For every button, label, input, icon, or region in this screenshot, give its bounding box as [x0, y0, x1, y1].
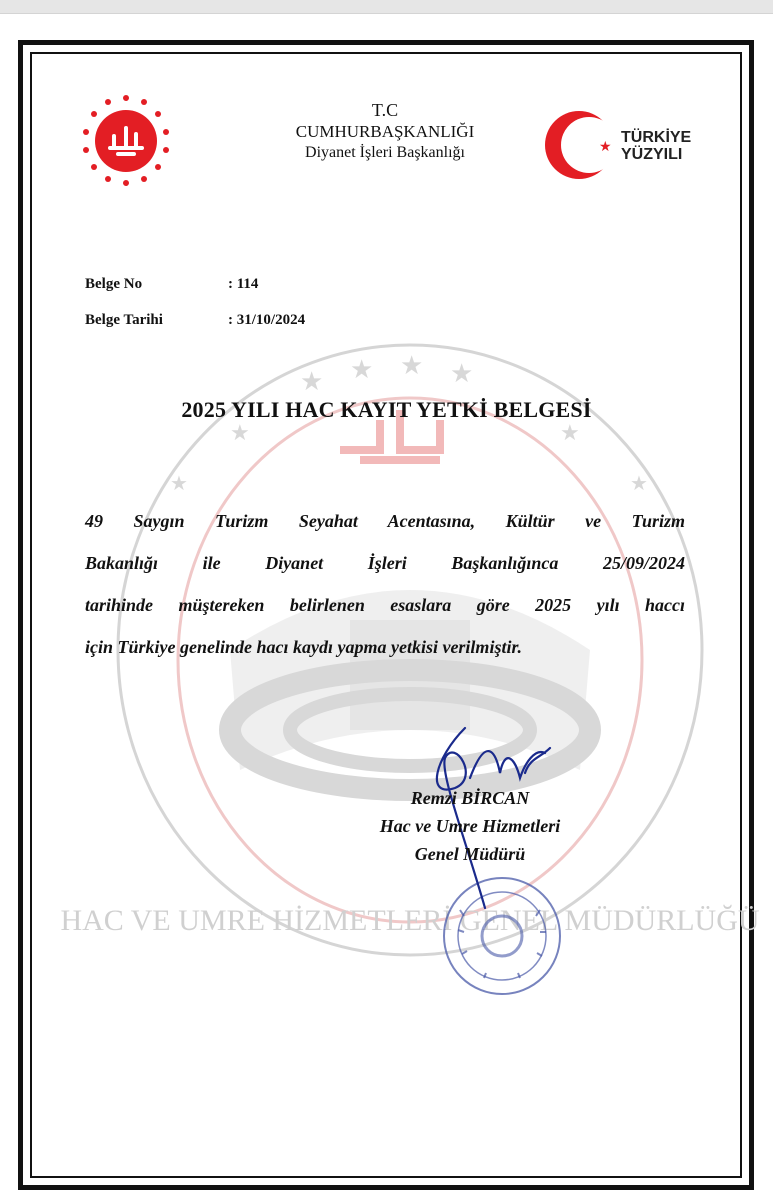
turkiye-yuzyili-logo [543, 107, 693, 183]
header-presidency: CUMHURBAŞKANLIĞI [295, 122, 475, 141]
signatory-title-1: Hac ve Umre Hizmetleri [379, 816, 561, 836]
logo-text-line2: YÜZYILI [621, 146, 683, 163]
body-line-4: için Türkiye genelinde hacı kaydı yapma yetkisi verilmiştir. [85, 637, 522, 657]
svg-text:★: ★ [400, 351, 424, 381]
body-line-3: tarihinde müştereken belirlenen esaslara göre 2025 yılı haccı [85, 595, 685, 615]
svg-text:★: ★ [350, 355, 374, 385]
header-diyanet: Diyanet İşleri Başkanlığı [305, 144, 465, 161]
svg-text:★: ★ [230, 421, 250, 446]
signatory-name: Remzi BİRCAN [410, 788, 530, 808]
signatory-title-2: Genel Müdürü [414, 844, 526, 864]
logo-text-line1: TÜRKİYE [621, 129, 692, 146]
doc-date-value: : 31/10/2024 [228, 312, 306, 328]
diyanet-logo-icon [78, 92, 174, 188]
svg-text:★: ★ [170, 471, 188, 495]
document-body [85, 500, 685, 668]
svg-text:★: ★ [630, 471, 648, 495]
watermark-text: HAC VE UMRE HİZMETLERİ GENEL MÜDÜRLÜĞÜ [60, 904, 760, 937]
signatory-block [330, 784, 610, 868]
issuer-header [250, 100, 520, 163]
star-icon: ★ [599, 139, 612, 155]
doc-number-label: Belge No [85, 276, 143, 292]
body-line-1: 49 Saygın Turizm Seyahat Acentasına, Kültür ve Turizm [85, 511, 685, 531]
body-line-2: Bakanlığı ile Diyanet İşleri Başkanlığınca 25/09/2024 [85, 553, 685, 573]
document-title: 2025 YILI HAC KAYIT YETKİ BELGESİ [181, 397, 592, 422]
top-strip [0, 0, 773, 14]
svg-text:★: ★ [300, 367, 324, 397]
doc-date-label: Belge Tarihi [85, 312, 163, 328]
header-tc: T.C [371, 100, 399, 120]
doc-number-value: : 114 [228, 276, 259, 292]
svg-text:★: ★ [560, 421, 580, 446]
svg-text:★: ★ [450, 359, 474, 389]
